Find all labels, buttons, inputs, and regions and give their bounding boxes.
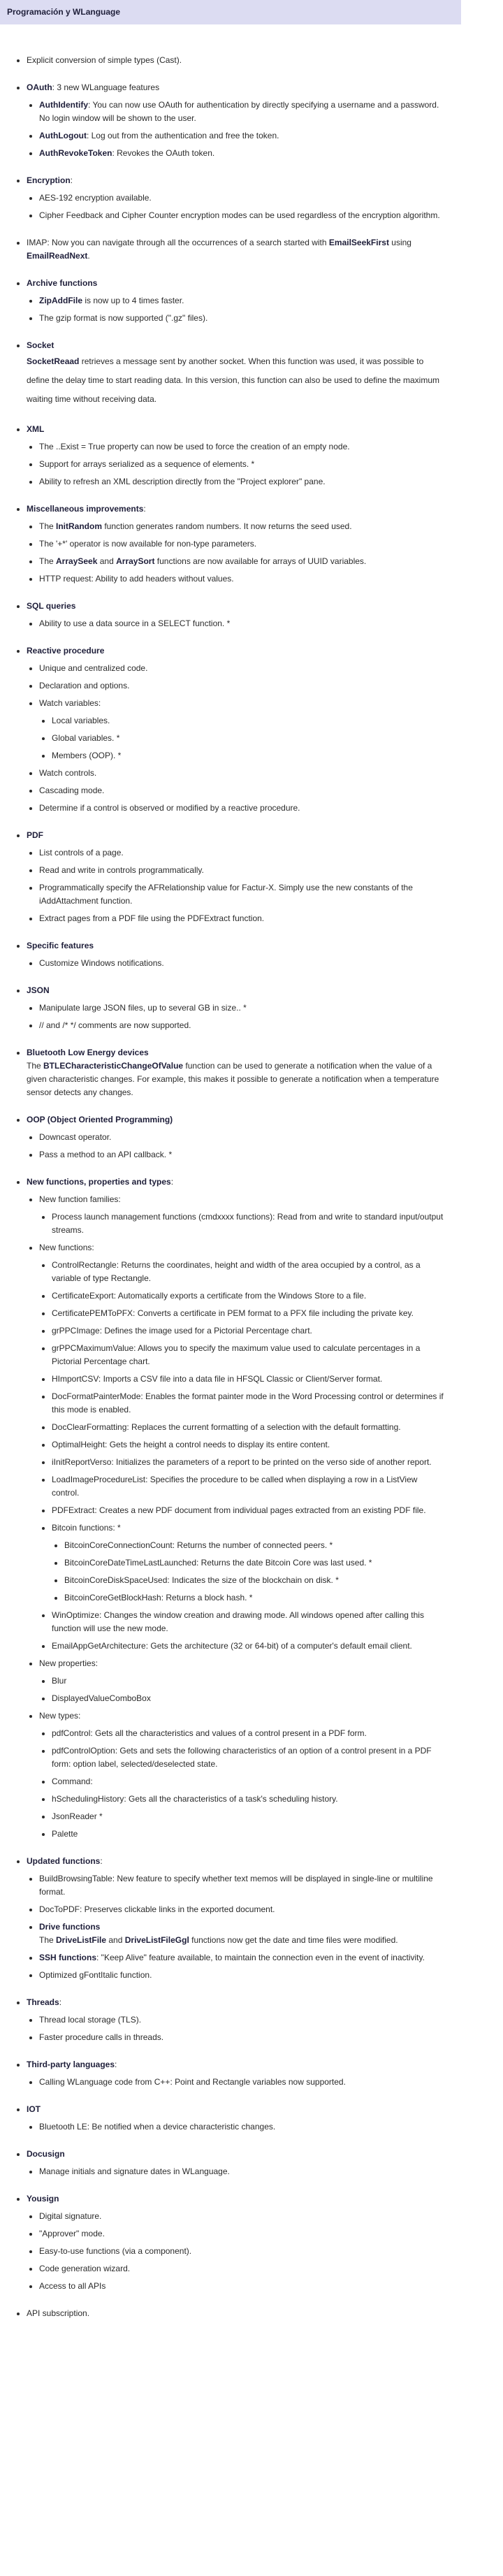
list-item	[52, 1390, 447, 1417]
list-item	[39, 1019, 447, 1032]
list-item	[39, 1193, 447, 1237]
item-text: Faster procedure calls in threads.	[39, 2032, 164, 2042]
list-item	[52, 1810, 447, 1823]
item-text: pdfControl: Gets all the characteristics and values of a control present in a PDF form.	[52, 1728, 367, 1738]
function-name: BTLECharacteristicChangeOfValue	[43, 1061, 184, 1071]
item-text: grPPCMaximumValue: Allows you to specify the maximum value used to calculate percentages in a Pictorial Percentage chart.	[52, 1343, 421, 1366]
item-text: Declaration and options.	[39, 681, 130, 690]
item-text: Cipher Feedback and Cipher Counter encryption modes can be used regardless of the encryption algorithm.	[39, 210, 440, 220]
function-name: ArraySort	[116, 556, 155, 566]
list-item	[39, 2165, 447, 2178]
list-item	[39, 662, 447, 675]
item-text: Easy-to-use functions (via a component).	[39, 2246, 192, 2256]
item-text: New functions:	[39, 1243, 94, 1252]
list-item	[39, 294, 447, 307]
list-item	[39, 784, 447, 797]
item-text: The	[39, 521, 57, 531]
list-item	[39, 2227, 447, 2241]
item-text: OptimalHeight: Gets the height a control needs to display its entire content.	[52, 1440, 330, 1449]
list-item	[39, 2210, 447, 2223]
list-item	[39, 520, 447, 533]
item-text: HTTP request: Ability to add headers without values.	[39, 574, 234, 584]
list-item	[52, 1640, 447, 1653]
item-text: PDFExtract: Creates a new PDF document from individual pages extracted from an existing PDF file.	[52, 1505, 426, 1515]
item-text: : 3 new WLanguage features	[52, 82, 160, 92]
list-item	[39, 881, 447, 908]
item-text: pdfControlOption: Gets and sets the following characteristics of an option of a control present in a PDF form: option label, selected/deselected state.	[52, 1746, 432, 1769]
item-text: Bluetooth LE: Be notified when a device characteristic changes.	[39, 2122, 276, 2132]
section-title: Encryption	[27, 175, 71, 185]
item-text: function generates random numbers. It now returns the seed used.	[102, 521, 352, 531]
item-text: : You can now use OAuth for authentication by directly specifying a username and a password. No login window will be shown to the user.	[39, 100, 439, 123]
feature-list	[14, 54, 447, 2320]
item-text: Members (OOP). *	[52, 751, 122, 760]
section-title: Socket	[27, 340, 54, 350]
section-third-party: • Third-party languages: • Calling WLanguage code from C++: Point and Rectangle variables now supported.	[27, 2058, 447, 2089]
list-item	[52, 1473, 447, 1500]
section-paragraph	[27, 352, 447, 409]
item-text: Watch controls.	[39, 768, 97, 778]
section-title: Archive functions	[27, 278, 98, 288]
item-text: Extract pages from a PDF file using the PDFExtract function.	[39, 913, 265, 923]
function-name: DriveListFile	[56, 1935, 107, 1945]
section-title: PDF	[27, 830, 43, 840]
list-item	[52, 1324, 447, 1338]
list-item	[52, 1521, 447, 1605]
item-text: BuildBrowsingTable: New feature to specify whether text memos will be displayed in single-line or multiline format.	[39, 1874, 433, 1897]
item-text: The ..Exist = True property can now be used to force the creation of an empty node.	[39, 442, 350, 451]
list-item	[39, 475, 447, 489]
list-item	[52, 714, 447, 728]
section-specific	[27, 939, 447, 970]
section-yousign	[27, 2192, 447, 2293]
section-oop	[27, 1113, 447, 1162]
list-item	[39, 957, 447, 970]
function-name: ZipAddFile	[39, 296, 82, 305]
section-updated-functions: • Updated functions: • BuildBrowsingTable: New feature to specify whether text memos will be displayed in single-line or multiline format. • DocToPDF: Preserves clickable links in the exported document. • Drive functions The DriveListFile and DriveListFileGgl functions now get the date and time files were modified. • SSH functions: "Keep Alive" feature available, to maintain the connection even in the event of inactivity. • Optimized gFontItalic function.	[27, 1855, 447, 1982]
item-text: Blur	[52, 1676, 67, 1686]
list-item	[39, 679, 447, 693]
item-text: HImportCSV: Imports a CSV file into a data file in HFSQL Classic or Client/Server format.	[52, 1374, 383, 1384]
list-item	[39, 2120, 447, 2134]
item-text: Read and write in controls programmatically.	[39, 865, 204, 875]
item-text: BitcoinCoreConnectionCount: Returns the number of connected peers. *	[64, 1540, 333, 1550]
function-name: EmailSeekFirst	[328, 238, 389, 247]
item-text: Local variables.	[52, 716, 110, 725]
function-name: SocketReaad	[27, 356, 80, 366]
list-item	[39, 1131, 447, 1144]
item-text: Watch variables:	[39, 698, 101, 708]
item-text: Process launch management functions (cmdxxxx functions): Read from and write to standard input/output streams.	[52, 1212, 444, 1235]
list-item	[39, 2245, 447, 2258]
item-text: : "Keep Alive" feature available, to maintain the connection even in the event of inactivity.	[96, 1953, 425, 1962]
section-docusign	[27, 2148, 447, 2178]
item-text: New properties:	[39, 1658, 99, 1668]
item-text: Determine if a control is observed or modified by a reactive procedure.	[39, 803, 300, 813]
item-text: The	[27, 1061, 44, 1071]
function-name: SSH functions	[39, 1953, 97, 1962]
item-text: API subscription.	[27, 2308, 90, 2318]
list-item	[39, 1951, 447, 1964]
item-text: and	[106, 1935, 125, 1945]
item-text: Ability to use a data source in a SELECT function. *	[39, 618, 231, 628]
section-xml	[27, 423, 447, 489]
list-item	[52, 1456, 447, 1469]
item-text: The '+*' operator is now available for non-type parameters.	[39, 539, 257, 549]
function-name: Drive functions	[39, 1922, 101, 1932]
list-item	[39, 1903, 447, 1916]
item-text: Customize Windows notifications.	[39, 958, 164, 968]
item-text: Global variables. *	[52, 733, 120, 743]
item-text: CertificateExport: Automatically exports a certificate from the Windows Store to a file.	[52, 1291, 367, 1301]
list-item	[52, 1828, 447, 1841]
list-item	[39, 2262, 447, 2275]
list-item	[39, 129, 447, 143]
list-item	[39, 2013, 447, 2027]
item-text: Cascading mode.	[39, 786, 105, 795]
item-text: is now up to 4 times faster.	[82, 296, 184, 305]
list-item	[39, 1241, 447, 1653]
item-text: hSchedulingHistory: Gets all the characteristics of a task's scheduling history.	[52, 1794, 338, 1804]
function-name: DriveListFileGgl	[124, 1935, 189, 1945]
list-item	[64, 1574, 447, 1587]
list-item	[39, 617, 447, 630]
list-item	[39, 440, 447, 454]
item-text: : Log out from the authentication and free the token.	[86, 131, 279, 140]
list-item	[39, 1709, 447, 1841]
section-title: Bluetooth Low Energy devices	[27, 1048, 149, 1057]
item-text: function can be used to generate a notification when the value of a given characteristic changes. For example, this makes it possible to generate a notification when a temperature sensor detects any changes.	[27, 1061, 439, 1097]
list-item	[52, 1674, 447, 1688]
list-item	[39, 912, 447, 925]
section-title: Threads	[27, 1997, 59, 2007]
item-text: Ability to refresh an XML description directly from the "Project explorer" pane.	[39, 477, 326, 486]
section-title: Updated functions	[27, 1856, 101, 1866]
section-archive	[27, 277, 447, 325]
section-title: XML	[27, 424, 45, 434]
item-text: Optimized gFontItalic function.	[39, 1970, 152, 1980]
section-oauth	[27, 81, 447, 160]
item-text: DocFormatPainterMode: Enables the format painter mode in the Word Processing control or determines if this mode is enabled.	[52, 1391, 444, 1414]
section-title: Specific features	[27, 941, 94, 950]
item-text: Programmatically specify the AFRelationship value for Factur-X. Simply use the new constants of the iAddAttachment function.	[39, 883, 413, 906]
page-header	[0, 0, 461, 24]
list-item	[39, 1969, 447, 1982]
function-name: AuthLogout	[39, 131, 87, 140]
item-text: retrieves a message sent by another socket. When this function was used, it was possible to define the delay time to start reading data. In this version, this function can also be used to define the maximum waiting time without receiving data.	[27, 356, 439, 404]
list-item	[64, 1556, 447, 1570]
item-text: Digital signature.	[39, 2211, 102, 2221]
item-text: Thread local storage (TLS).	[39, 2015, 142, 2025]
list-item	[52, 1307, 447, 1320]
item-text: : Revokes the OAuth token.	[112, 148, 215, 158]
item-text: Code generation wizard.	[39, 2264, 131, 2273]
list-item	[39, 555, 447, 568]
list-item	[64, 1591, 447, 1605]
item-text: DocToPDF: Preserves clickable links in the exported document.	[39, 1904, 275, 1914]
item-text: Pass a method to an API callback. *	[39, 1150, 173, 1159]
item-text: DocClearFormatting: Replaces the current formatting of a selection with the default formatting.	[52, 1422, 401, 1432]
item-text: Manage initials and signature dates in WLanguage.	[39, 2166, 230, 2176]
list-item	[39, 1920, 447, 1947]
list-item	[27, 54, 447, 67]
list-item	[39, 802, 447, 815]
list-item	[39, 2076, 447, 2089]
item-text: Command:	[52, 1777, 93, 1786]
item-text: functions now get the date and time files were modified.	[189, 1935, 398, 1945]
section-iot	[27, 2103, 447, 2134]
function-name: ArraySeek	[56, 556, 98, 566]
item-text: The	[39, 556, 57, 566]
item-paragraph	[39, 1934, 447, 1947]
item-text: BitcoinCoreGetBlockHash: Returns a block hash. *	[64, 1593, 253, 1602]
list-item	[52, 1438, 447, 1452]
list-item	[52, 1421, 447, 1434]
list-item	[52, 732, 447, 745]
list-item	[52, 1342, 447, 1368]
section-pdf	[27, 829, 447, 925]
section-reactive	[27, 644, 447, 815]
list-item	[52, 1504, 447, 1517]
list-item	[39, 1001, 447, 1015]
section-imap	[27, 236, 447, 263]
section-threads: • Threads: • Thread local storage (TLS). • Faster procedure calls in threads.	[27, 1996, 447, 2044]
list-item	[64, 1539, 447, 1552]
function-name: InitRandom	[56, 521, 103, 531]
list-item	[39, 1657, 447, 1705]
list-item	[52, 1775, 447, 1788]
list-item	[39, 864, 447, 877]
list-item	[52, 1609, 447, 1635]
item-text: iInitReportVerso: Initializes the parameters of a report to be printed on the verso side of another report.	[52, 1457, 432, 1467]
list-item	[39, 2280, 447, 2293]
item-text: using	[388, 238, 411, 247]
list-item	[39, 99, 447, 125]
section-title: Docusign	[27, 2149, 65, 2159]
section-title: Third-party languages	[27, 2060, 115, 2069]
section-title: SQL queries	[27, 601, 76, 611]
item-text: Explicit conversion of simple types (Cast).	[27, 55, 182, 65]
item-text: CertificatePEMToPFX: Converts a certificate in PEM format to a PFX file including the private key.	[52, 1308, 414, 1318]
item-text: LoadImageProcedureList: Specifies the procedure to be called when displaying a row in a ListView control.	[52, 1475, 418, 1498]
section-sql	[27, 600, 447, 630]
page-title: Programación y WLanguage	[7, 7, 121, 17]
section-json	[27, 984, 447, 1032]
list-item	[52, 1373, 447, 1386]
item-text: AES-192 encryption available.	[39, 193, 152, 203]
list-item	[52, 1259, 447, 1285]
item-text: Downcast operator.	[39, 1132, 112, 1142]
item-text: List controls of a page.	[39, 848, 124, 858]
item-text: .	[87, 251, 90, 261]
item-text: The gzip format is now supported (".gz" files).	[39, 313, 208, 323]
function-name: EmailReadNext	[27, 251, 88, 261]
section-title: New functions, properties and types	[27, 1177, 171, 1187]
section-title: OAuth	[27, 82, 52, 92]
function-name: AuthRevokeToken	[39, 148, 112, 158]
item-text: Unique and centralized code.	[39, 663, 148, 673]
section-bluetooth	[27, 1046, 447, 1099]
list-item	[39, 209, 447, 222]
item-text: ControlRectangle: Returns the coordinates, height and width of the area occupied by a control, as a variable of type Rectangle.	[52, 1260, 421, 1283]
list-item	[39, 1872, 447, 1899]
item-text: Palette	[52, 1829, 78, 1839]
list-item	[52, 1744, 447, 1771]
item-text: Support for arrays serialized as a sequence of elements. *	[39, 459, 255, 469]
item-text: and	[97, 556, 117, 566]
list-item	[39, 537, 447, 551]
section-encryption: • Encryption: • AES-192 encryption available. • Cipher Feedback and Cipher Counter encryption modes can be used regardless of the encryption algorithm.	[27, 174, 447, 222]
item-text: DisplayedValueComboBox	[52, 1693, 151, 1703]
item-text: EmailAppGetArchitecture: Gets the architecture (32 or 64-bit) of a computer's default email client.	[52, 1641, 412, 1651]
list-item	[39, 697, 447, 762]
item-text: The	[39, 1935, 57, 1945]
list-item	[52, 749, 447, 762]
list-item	[39, 846, 447, 860]
function-name: AuthIdentify	[39, 100, 88, 110]
list-item	[39, 191, 447, 205]
section-title: IOT	[27, 2104, 41, 2114]
section-title: Miscellaneous improvements	[27, 504, 144, 514]
list-item	[39, 767, 447, 780]
list-item	[39, 2031, 447, 2044]
section-title: JSON	[27, 985, 50, 995]
item-text: WinOptimize: Changes the window creation and drawing mode. All windows opened after calling this function will use the new mode.	[52, 1610, 424, 1633]
item-text: BitcoinCoreDiskSpaceUsed: Indicates the size of the blockchain on disk. *	[64, 1575, 339, 1585]
list-item	[39, 572, 447, 586]
list-item	[39, 312, 447, 325]
list-item	[52, 1210, 447, 1237]
list-item	[52, 1793, 447, 1806]
section-socket	[27, 339, 447, 409]
section-paragraph	[27, 1059, 447, 1099]
item-text: Bitcoin functions: *	[52, 1523, 121, 1533]
item-text: Manipulate large JSON files, up to several GB in size.. *	[39, 1003, 247, 1013]
item-text: // and /* */ comments are now supported.	[39, 1020, 191, 1030]
item-text: grPPCImage: Defines the image used for a Pictorial Percentage chart.	[52, 1326, 312, 1336]
section-title: Reactive procedure	[27, 646, 105, 656]
item-text: "Approver" mode.	[39, 2229, 105, 2238]
item-text: functions are now available for arrays of UUID variables.	[154, 556, 367, 566]
item-text: BitcoinCoreDateTimeLastLaunched: Returns the date Bitcoin Core was last used. *	[64, 1558, 372, 1568]
item-text: Calling WLanguage code from C++: Point and Rectangle variables now supported.	[39, 2077, 346, 2087]
main-content	[0, 24, 468, 2320]
item-text: New types:	[39, 1711, 81, 1721]
list-item	[27, 2307, 447, 2320]
section-misc: • Miscellaneous improvements: • The InitRandom function generates random numbers. It now returns the seed used. • The '+*' operator is now available for non-type parameters. • The ArraySeek and ArraySort functions are now available for arrays of UUID variables. • HTTP request: Ability to add headers without values.	[27, 502, 447, 586]
list-item	[52, 1289, 447, 1303]
section-new-functions: • New functions, properties and types: • New function families: • Process launch management functions (cmdxxxx functions): Read from and write to standard input/output streams. • New functions: • ControlRectangle: Returns the coordinates, height and width of the area occupied by a control, as a variable of type Rectangle. • CertificateExport: Automatically exports a certificate from the Windows Store to a file. • CertificatePEMToPFX: Converts a certificate in PEM format to a PFX file including the private key. • grPPCImage: Defines the image used for a Pictorial Percentage chart. • grPPCMaximumValue: Allows you to specify the maximum value used to calculate percentages in a Pictorial Percentage chart. • HImportCSV: Imports a CSV file into a data file in HFSQL Classic or Client/Server format. • DocFormatPainterMode: Enables the format painter mode in the Word Processing control or determines if this mode is enabled. • DocClearFormatting: Replaces the current formatting of a selection with the default formatting. • OptimalHeight: Gets the height a control needs to display its entire content. • iInitReportVerso: Initializes the parameters of a report to be printed on the verso side of another report. • LoadImageProcedureList: Specifies the procedure to be called when displaying a row in a ListView control. • PDFExtract: Creates a new PDF document from individual pages extracted from an existing PDF file. • Bitcoin functions: * • BitcoinCoreConnectionCount: Returns the number of connected peers. * • BitcoinCoreDateTimeLastLaunched: Returns the date Bitcoin Core was last used. * • BitcoinCoreDiskSpaceUsed: Indicates the size of the blockchain on disk. * • BitcoinCoreGetBlockHash: Returns a block hash. * • WinOptimize: Changes the window creation and drawing mode. All windows opened after calling this function will use the new mode. • EmailAppGetArchitecture: Gets the architecture (32 or 64-bit) of a computer's default email client. • New properties: • Blur • DisplayedValueComboBox • New types: • pdfControl: Gets all the characteristics and values of a control present in a PDF form. • pdfControlOption: Gets and sets the following characteristics of an option of a control present in a PDF form: option label, selected/deselected state. • Command: • hSchedulingHistory: Gets all the characteristics of a task's scheduling history. • JsonReader * • Palette	[27, 1175, 447, 1841]
item-text: IMAP: Now you can navigate through all the occurrences of a search started with	[27, 238, 329, 247]
item-text: New function families:	[39, 1194, 121, 1204]
list-item	[39, 1148, 447, 1162]
section-title: OOP (Object Oriented Programming)	[27, 1115, 173, 1124]
item-text: JsonReader *	[52, 1811, 103, 1821]
list-item	[52, 1727, 447, 1740]
section-title: Yousign	[27, 2194, 59, 2204]
item-text: Access to all APIs	[39, 2281, 106, 2291]
list-item	[52, 1692, 447, 1705]
list-item	[39, 147, 447, 160]
list-item	[39, 458, 447, 471]
